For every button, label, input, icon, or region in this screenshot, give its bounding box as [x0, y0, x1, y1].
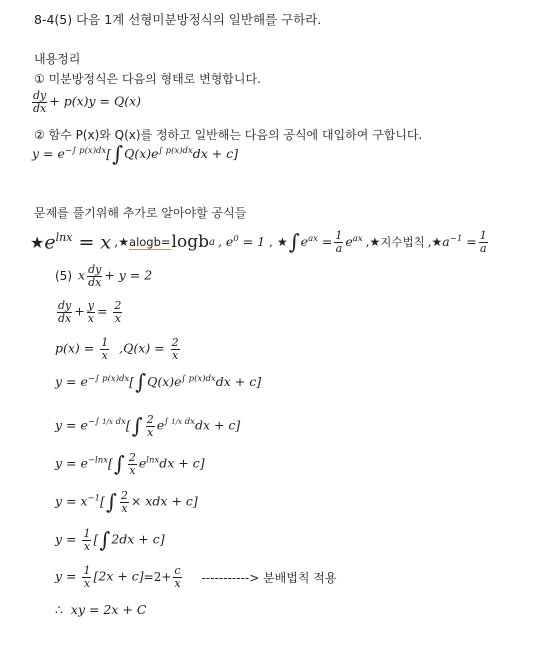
solution-line-1: (5) x $\frac{dy}{dx}$ + y = 2	[55, 263, 153, 289]
solution-line-5: $y = e^{-\int 1/x dx}[\int$ $\frac{2}{x}$ $e^{\int 1/x dx}dx + c$]	[55, 413, 241, 439]
general-solution-formula: $y = e^{-\int p(x)dx}[\int Q(x)e^{\int p(x)dx}dx + c]$	[32, 142, 239, 166]
distribution-note: -----------> 분배법칙 적용	[201, 570, 337, 585]
step-2-text: ② 함수 P(x)와 Q(x)를 정하고 일반해는 다음의 공식에 대입하여 구합니다.	[34, 128, 423, 142]
solution-line-6: $y = e^{-lnx}[\int$ $\frac{2}{x}$ $e^{lnx}dx + c$]	[55, 451, 205, 477]
standard-form-equation: $\frac{dy}{dx}$ + p(x)y = Q(x)	[33, 89, 142, 115]
logb-note: alogb=	[129, 234, 171, 249]
star-icon: ★	[369, 235, 381, 249]
solution-line-7: $y = x^{-1}[\int$ $\frac{2}{x}$ × xdx + c]	[55, 489, 198, 515]
star-icon: ★	[30, 232, 45, 252]
star-icon: ★	[118, 235, 130, 249]
star-icon: ★	[276, 235, 288, 249]
summary-heading: 내용정리	[34, 52, 81, 66]
formulas-line: ★ $e^{lnx} = x$ , ★ alogb= logb a , $e^0 = 1$ , ★ ∫ $e^{ax}$ = $\frac{1}{a}$ $e^{ax}$ , ★ 지수법칙 , ★ $a^{-1}$ = $\frac{1}{a}$	[30, 228, 487, 255]
star-icon: ★	[431, 235, 443, 249]
final-answer: ∴ xy = 2x + C	[55, 602, 147, 617]
formulas-heading: 문제를 풀기위해 추가로 알아야할 공식들	[34, 206, 247, 220]
problem-label: (5)	[55, 269, 72, 284]
solution-line-9: y = $\frac{1}{x}$ [2x + c] =2+ $\frac{c}{x}$ -----------> 분배법칙 적용	[55, 564, 337, 590]
solution-line-2: $\frac{dy}{dx}$ + $\frac{y}{x}$ = $\frac{2}{x}$	[58, 299, 122, 325]
exponent-rules-note: 지수법칙	[380, 235, 425, 249]
solution-line-3: p(x) = $\frac{1}{x}$ ,Q(x) = $\frac{2}{x}$	[55, 336, 179, 362]
solution-line-8: y = $\frac{1}{x}$ [∫2dx + c]	[55, 527, 165, 553]
problem-title: 8-4(5) 다음 1계 선형미분방정식의 일반해를 구하라.	[34, 12, 322, 27]
solution-line-4: $y = e^{-\int p(x)dx}[\int Q(x)e^{\int p(x)dx}dx + c]$	[55, 370, 262, 394]
step-1-text: ① 미분방정식은 다음의 형태로 변형합니다.	[34, 72, 261, 86]
